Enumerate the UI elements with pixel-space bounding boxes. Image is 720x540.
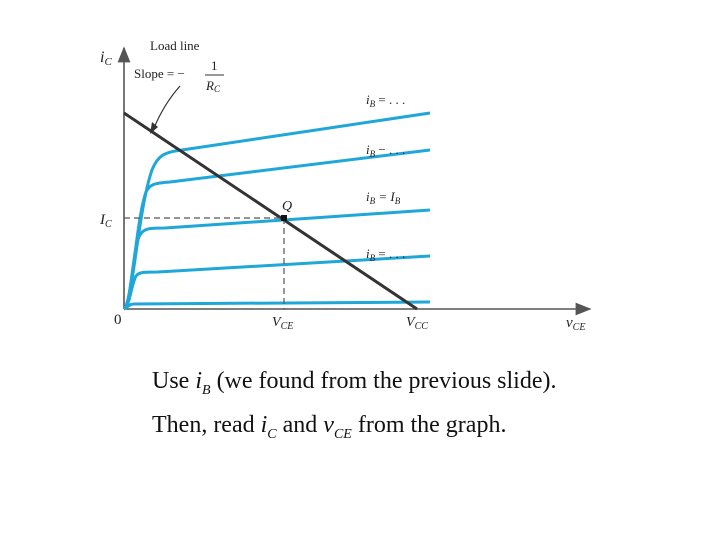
caption-line-1: [152, 368, 556, 399]
load-line-label: Load line: [150, 38, 200, 53]
ic-tick-label: $I_C$: [100, 212, 112, 230]
caption-2-mid: and: [276, 412, 324, 438]
curve-label-4: $i_B$ = . . .: [366, 246, 406, 263]
vce-tick-label: $V_{CE}$: [272, 315, 294, 332]
slope-label: Slope = −: [134, 66, 185, 81]
caption-2-var-1: i: [260, 412, 268, 438]
y-axis-label: iC: [100, 49, 112, 68]
x-axis-label: $v_{CE}$: [566, 315, 586, 333]
q-point-label: Q: [282, 199, 293, 214]
ib-curve-5: [124, 302, 430, 309]
caption-1-var-sub: B: [202, 382, 211, 398]
caption-2-post: from the graph.: [351, 412, 507, 438]
vcc-tick-label: $V_{CC}$: [406, 315, 428, 332]
curve-label-1: $i_B$ = . . .: [366, 92, 406, 109]
q-point-marker: [281, 215, 287, 221]
caption-1-pre: Use: [152, 368, 196, 394]
load-line-pointer: [154, 86, 180, 128]
slope-numerator: 1: [211, 58, 218, 73]
caption-2-var-1-sub: C: [267, 426, 277, 442]
caption-2-pre: Then, read: [152, 412, 261, 438]
caption-line-2: [152, 412, 506, 443]
ib-curve-2: [124, 150, 430, 309]
origin-label: 0: [114, 312, 122, 328]
curve-label-2: $i_B$ − . . .: [366, 142, 406, 159]
curve-label-3: $i_B = I_B$: [366, 189, 401, 206]
caption-2-var-2-sub: CE: [333, 426, 352, 442]
slope-denominator: RC: [206, 78, 220, 94]
caption-1-var: i: [195, 368, 202, 394]
load-line: [124, 113, 417, 309]
caption-1-post: (we found from the previous slide).: [210, 368, 557, 394]
caption-2-var-2: v: [323, 412, 334, 438]
